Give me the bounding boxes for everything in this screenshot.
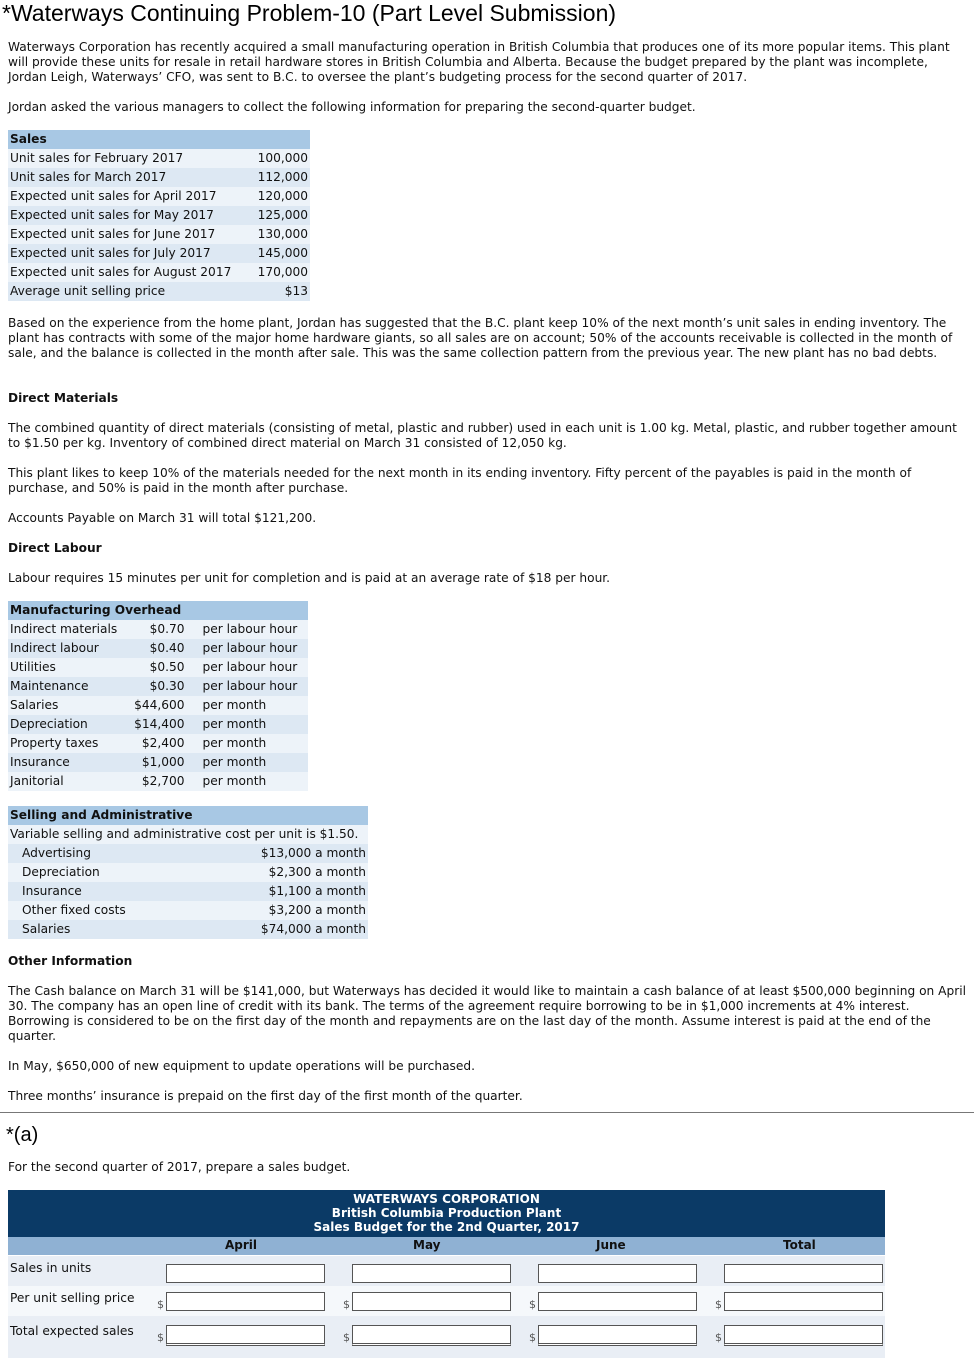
table-row <box>8 844 368 863</box>
june-unit-price-input[interactable] <box>538 1292 697 1311</box>
row-label: Insurance <box>8 753 128 772</box>
table-row <box>8 244 310 263</box>
part-a-instruction: For the second quarter of 2017, prepare a sales budget. <box>8 1160 351 1174</box>
row-value: $74,000 a month <box>196 920 368 939</box>
row-value: $1,000 <box>128 753 187 772</box>
budget-column-header <box>8 1237 885 1255</box>
sales-table <box>8 130 310 301</box>
other-information-paragraph-2: In May, $650,000 of new equipment to update operations will be purchased. <box>8 1059 476 1073</box>
row-value: 170,000 <box>251 263 310 282</box>
table-row <box>8 168 310 187</box>
table-row <box>8 263 310 282</box>
table-row <box>8 901 368 920</box>
variable-cost-note: Variable selling and administrative cost per unit is $1.50. <box>8 825 368 844</box>
budget-title: Sales Budget for the 2nd Quarter, 2017 <box>313 1220 580 1234</box>
direct-materials-paragraph-1: The combined quantity of direct materials (consisting of metal, plastic and rubber) used in each unit is 1.00 kg. Metal, plastic, and rubber together amount to $1.50 per kg. Inventory of combined direct material on March 31 consisted of 12,050 kg. <box>8 421 957 450</box>
row-label-unit-price: Per unit selling price <box>10 1291 135 1305</box>
april-unit-price-input[interactable] <box>166 1292 325 1311</box>
row-value: 145,000 <box>251 244 310 263</box>
selling-admin-table-header: Selling and Administrative <box>8 806 368 825</box>
table-row <box>8 715 308 734</box>
row-unit: per labour hour <box>187 658 308 677</box>
other-information-paragraph-3: Three months’ insurance is prepaid on the first day of the first month of the quarter. <box>8 1089 523 1103</box>
row-label: Depreciation <box>8 863 196 882</box>
row-unit: per month <box>187 734 308 753</box>
row-value: 112,000 <box>251 168 310 187</box>
total-total-sales-input[interactable] <box>724 1325 883 1346</box>
part-a-label: *(a) <box>6 1124 39 1146</box>
row-label: Expected unit sales for May 2017 <box>8 206 251 225</box>
sales-table-header: Sales <box>8 130 310 149</box>
intro-paragraph: Waterways Corporation has recently acquired a small manufacturing operation in British Columbia that produces one of its more popular items. This plant will provide these units for resale in retail hardware stores in British Columbia and Alberta. Because the budget prepared by the plant was incomplete, Jordan Leigh, Waterways’ CFO, was sent to B.C. to oversee the plant’s budgeting process for the second quarter of 2017. <box>8 40 950 84</box>
row-unit: per month <box>187 772 308 791</box>
row-label-sales-units: Sales in units <box>10 1261 92 1275</box>
table-row <box>8 753 308 772</box>
table-row <box>8 658 308 677</box>
table-row <box>8 920 368 939</box>
dollar-sign: $ <box>715 1298 722 1311</box>
row-label: Salaries <box>8 920 196 939</box>
may-sales-units-input[interactable] <box>352 1264 511 1283</box>
april-total-sales-input[interactable] <box>166 1325 325 1346</box>
other-information-heading: Other Information <box>8 954 133 968</box>
table-row <box>8 149 310 168</box>
row-value: 120,000 <box>251 187 310 206</box>
row-value: $0.40 <box>128 639 187 658</box>
row-value: 125,000 <box>251 206 310 225</box>
column-june: June <box>596 1238 626 1252</box>
june-sales-units-input[interactable] <box>538 1264 697 1283</box>
row-value: $1,100 a month <box>196 882 368 901</box>
column-total: Total <box>783 1238 816 1252</box>
total-unit-price-input[interactable] <box>724 1292 883 1311</box>
row-value: $2,300 a month <box>196 863 368 882</box>
row-value: $3,200 a month <box>196 901 368 920</box>
row-label: Unit sales for March 2017 <box>8 168 251 187</box>
row-unit: per month <box>187 753 308 772</box>
budget-header <box>8 1190 885 1237</box>
direct-materials-heading: Direct Materials <box>8 391 119 405</box>
table-row <box>8 734 308 753</box>
row-label: Depreciation <box>8 715 128 734</box>
row-value: $13,000 a month <box>196 844 368 863</box>
table-row <box>8 772 308 791</box>
row-label: Indirect materials <box>8 620 128 639</box>
row-unit: per month <box>187 696 308 715</box>
dollar-sign: $ <box>529 1331 536 1344</box>
dollar-sign: $ <box>157 1298 164 1311</box>
accounts-payable-paragraph: Accounts Payable on March 31 will total $121,200. <box>8 511 317 525</box>
row-label: Janitorial <box>8 772 128 791</box>
row-value: 100,000 <box>251 149 310 168</box>
may-total-sales-input[interactable] <box>352 1325 511 1346</box>
total-sales-units-input[interactable] <box>724 1264 883 1283</box>
table-row <box>8 696 308 715</box>
inventory-paragraph: Based on the experience from the home plant, Jordan has suggested that the B.C. plant keep 10% of the next month’s unit sales in ending inventory. The plant has contracts with some of the major home hardware giants, so all sales are on account; 50% of the accounts receivable is collected in the month of sale, and the balance is collected in the month after sale. This was the same collection pattern from the previous year. The new plant has no bad debts. <box>8 316 953 360</box>
section-divider <box>0 1112 974 1113</box>
table-row <box>8 677 308 696</box>
column-april: April <box>225 1238 258 1252</box>
table-row <box>8 882 368 901</box>
row-value: $44,600 <box>128 696 187 715</box>
page-title: *Waterways Continuing Problem-10 (Part Level Submission) <box>2 0 617 26</box>
row-value: $14,400 <box>128 715 187 734</box>
april-sales-units-input[interactable] <box>166 1264 325 1283</box>
row-value: $0.70 <box>128 620 187 639</box>
row-unit: per labour hour <box>187 639 308 658</box>
selling-admin-table <box>8 806 368 939</box>
direct-labour-heading: Direct Labour <box>8 541 102 555</box>
row-unit: per labour hour <box>187 677 308 696</box>
row-label: Advertising <box>8 844 196 863</box>
other-information-paragraph-1: The Cash balance on March 31 will be $141,000, but Waterways has decided it would like to maintain a cash balance of at least $500,000 beginning on April 30. The company has an open line of credit with its bank. The terms of the agreement require borrowing to be in $1,000 increments at 4% interest. Borrowing is considered to be on the first day of the month and repayments are on the last day of the month. Assume interest is paid at the end of the quarter. <box>8 984 967 1043</box>
row-label: Expected unit sales for July 2017 <box>8 244 251 263</box>
row-unit: per month <box>187 715 308 734</box>
intro-paragraph-2: Jordan asked the various managers to collect the following information for preparing the second-quarter budget. <box>8 100 696 114</box>
row-label: Expected unit sales for April 2017 <box>8 187 251 206</box>
row-label: Other fixed costs <box>8 901 196 920</box>
row-label: Expected unit sales for August 2017 <box>8 263 251 282</box>
row-value: $0.50 <box>128 658 187 677</box>
row-value: $0.30 <box>128 677 187 696</box>
row-label: Expected unit sales for June 2017 <box>8 225 251 244</box>
company-name: WATERWAYS CORPORATION <box>353 1192 540 1206</box>
column-may: May <box>413 1238 441 1252</box>
overhead-table-header: Manufacturing Overhead <box>8 601 308 620</box>
dollar-sign: $ <box>343 1298 350 1311</box>
row-value: $2,700 <box>128 772 187 791</box>
row-label: Property taxes <box>8 734 128 753</box>
dollar-sign: $ <box>529 1298 536 1311</box>
row-label: Average unit selling price <box>8 282 251 301</box>
june-total-sales-input[interactable] <box>538 1325 697 1346</box>
dollar-sign: $ <box>157 1331 164 1344</box>
row-value: $13 <box>251 282 310 301</box>
table-row <box>8 225 310 244</box>
row-label: Indirect labour <box>8 639 128 658</box>
may-unit-price-input[interactable] <box>352 1292 511 1311</box>
table-row <box>8 187 310 206</box>
row-label: Unit sales for February 2017 <box>8 149 251 168</box>
row-label-total-sales: Total expected sales <box>10 1324 134 1338</box>
row-unit: per labour hour <box>187 620 308 639</box>
dollar-sign: $ <box>343 1331 350 1344</box>
table-row <box>8 282 310 301</box>
table-row <box>8 639 308 658</box>
direct-labour-paragraph: Labour requires 15 minutes per unit for completion and is paid at an average rate of $18 per hour. <box>8 571 611 585</box>
table-row <box>8 863 368 882</box>
overhead-table <box>8 601 308 791</box>
row-value: 130,000 <box>251 225 310 244</box>
row-label: Salaries <box>8 696 128 715</box>
plant-name: British Columbia Production Plant <box>331 1206 562 1220</box>
table-row <box>8 620 308 639</box>
table-row <box>8 825 368 844</box>
row-label: Utilities <box>8 658 128 677</box>
dollar-sign: $ <box>715 1331 722 1344</box>
row-value: $2,400 <box>128 734 187 753</box>
row-label: Maintenance <box>8 677 128 696</box>
direct-materials-paragraph-2: This plant likes to keep 10% of the materials needed for the next month in its ending inventory. Fifty percent of the payables is paid in the month of purchase, and 50% is paid in the month after purchase. <box>8 466 912 495</box>
table-row <box>8 206 310 225</box>
row-label: Insurance <box>8 882 196 901</box>
